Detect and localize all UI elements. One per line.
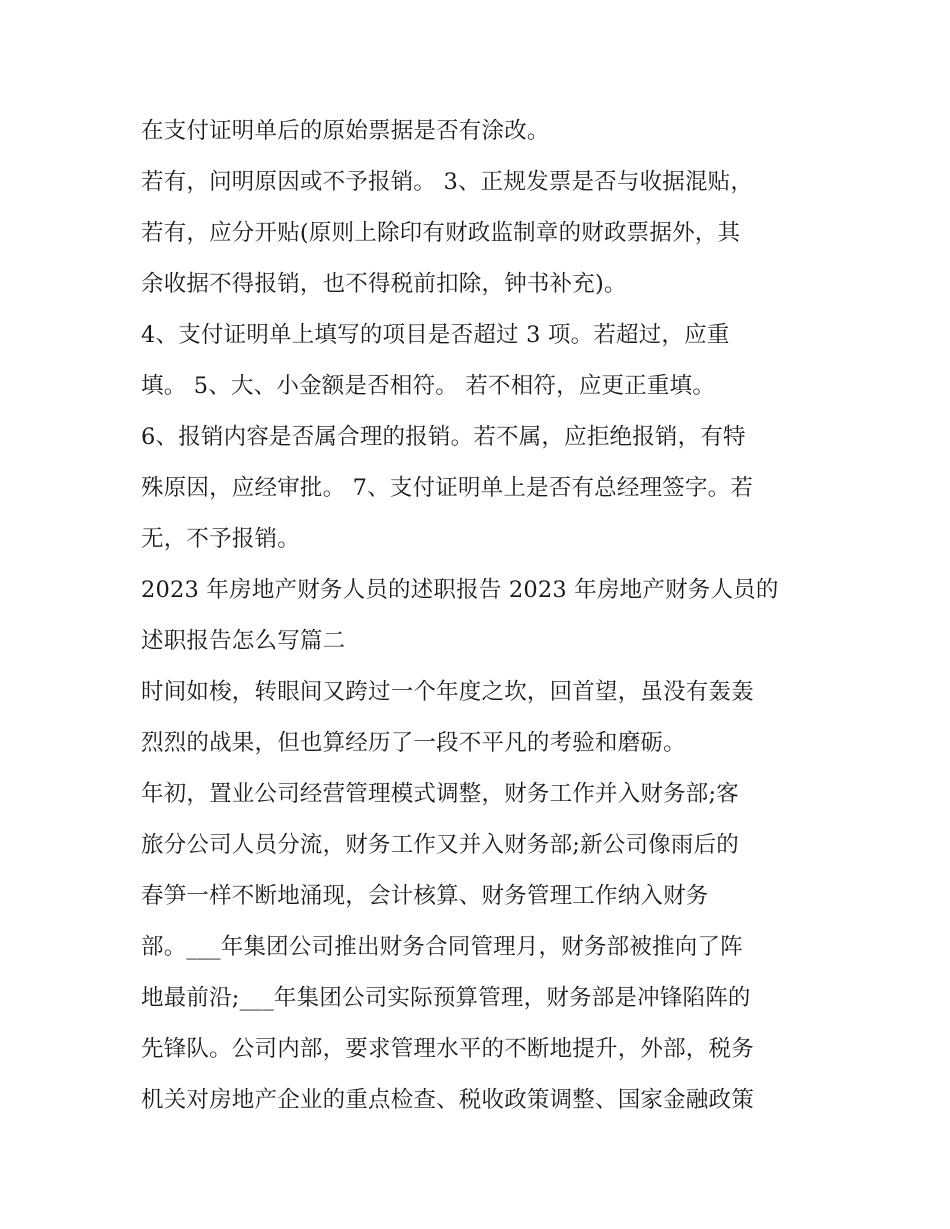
document-body [141, 106, 821, 1126]
text-line: 地最前沿;___年集团公司实际预算管理，财务部是冲锋陷阵的 [141, 985, 751, 1011]
text-line: 时间如梭，转眼间又跨过一个年度之坎，回首望，虽没有轰轰 [141, 679, 754, 705]
text-line: 余收据不得报销，也不得税前扣除，钟书补充)。 [141, 271, 627, 297]
text-line: 无，不予报销。 [141, 526, 300, 552]
text-line: 年初，置业公司经营管理模式调整，财务工作并入财务部;客 [141, 781, 739, 807]
text-line: 4、支付证明单上填写的项目是否超过 3 项。若超过，应重 [141, 322, 730, 348]
text-line: 若有，问明原因或不予报销。 3、正规发票是否与收据混贴， [141, 169, 754, 195]
text-line: 在支付证明单后的原始票据是否有涂改。 [141, 118, 550, 144]
text-line: 旅分公司人员分流，财务工作又并入财务部;新公司像雨后的 [141, 832, 739, 858]
text-line: 部。___年集团公司推出财务合同管理月，财务部被推向了阵 [141, 934, 743, 960]
section-heading-line: 2023 年房地产财务人员的述职报告 2023 年房地产财务人员的 [141, 577, 779, 603]
text-line: 先锋队。公司内部，要求管理水平的不断地提升，外部，税务 [141, 1036, 754, 1062]
text-line: 春笋一样不断地涌现，会计核算、财务管理工作纳入财务 [141, 883, 709, 909]
text-line: 殊原因，应经审批。 7、支付证明单上是否有总经理签字。若 [141, 475, 754, 501]
text-line: 机关对房地产企业的重点检查、税收政策调整、国家金融政策 [141, 1087, 754, 1113]
text-line: 6、报销内容是否属合理的报销。若不属，应拒绝报销，有特 [141, 424, 746, 450]
text-line: 填。 5、大、小金额是否相符。 若不相符，应更正重填。 [141, 373, 716, 399]
text-line: 烈烈的战果，但也算经历了一段不平凡的考验和磨砺。 [141, 730, 686, 756]
text-line: 若有，应分开贴(原则上除印有财政监制章的财政票据外，其 [141, 220, 741, 246]
section-heading-line: 述职报告怎么写篇二 [141, 628, 346, 654]
